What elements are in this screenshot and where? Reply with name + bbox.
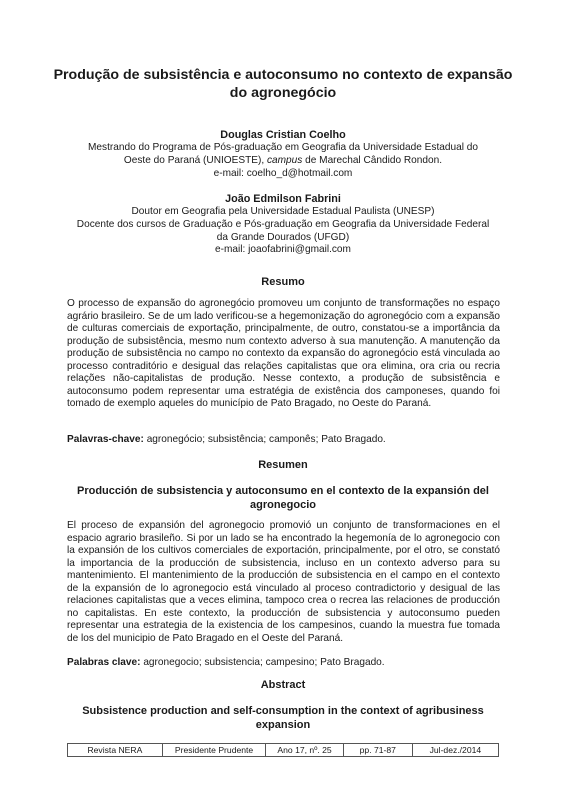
abstract-heading: Abstract bbox=[260, 679, 306, 691]
resumen-heading: Resumen bbox=[258, 459, 308, 471]
author-1-affiliation-line-1: Mestrando do Programa de Pós-graduação em Geografia da Universidade Estadual do bbox=[88, 142, 478, 153]
author-2-email: e-mail: joaofabrini@gmail.com bbox=[215, 244, 351, 256]
paper-title bbox=[40, 66, 526, 102]
resumo-keywords-label: Palavras-chave: bbox=[67, 434, 144, 445]
footer-date: Jul-dez./2014 bbox=[412, 744, 498, 757]
footer-city: Presidente Prudente bbox=[162, 744, 265, 757]
author-2-block bbox=[40, 192, 526, 257]
footer-pages: pp. 71-87 bbox=[343, 744, 412, 757]
journal-footer bbox=[67, 743, 499, 757]
author-2-affiliation-line-2: Docente dos cursos de Graduação e Pós-graduação em Geografia da Universidade Federal bbox=[76, 218, 490, 230]
author-2-affiliation-line-1: Doutor em Geografia pela Universidade Estadual Paulista (UNESP) bbox=[131, 206, 435, 217]
resumen-text: El proceso de expansión del agronegocio promovió un conjunto de transformaciones en el espacio agrario brasileño. Si por un lado se ha encontrado la hegemonía de lo agronegocio con la expansión de los cultivos comerciales de exportación, principalmente, por el otro, se constató la importancia de la producción de subsistencia, incluso en un contexto adverso para su mantenimiento. El mantenimiento de la producción de subsistencia en el campo en el contexto de la expansión de lo agronegocio está vinculado al proceso contradictorio y desigual de las relaciones capitalistas que a veces elimina, tampoco crea o recrea las relaciones de producción no capitalistas. En este contexto, la producción de subsistencia y autoconsumo pueden representar una estrategia de la existencia de los campesinos, cuando la muestra fue tomada de los del municipio de Pato Bragado en el Oeste del Paraná. bbox=[67, 520, 500, 644]
abstract-title: Subsistence production and self-consumption in the context of agribusiness expansion bbox=[82, 705, 484, 731]
resumen-keywords-text: agronegocio; subsistencia; campesino; Pato Bragado. bbox=[140, 657, 385, 668]
resumo-heading: Resumo bbox=[261, 276, 305, 288]
resumen-title: Producción de subsistencia y autoconsumo en el contexto de la expansión del agronegocio bbox=[77, 485, 489, 511]
author-2-affiliation-line-3: da Grande Dourados (UFGD) bbox=[216, 231, 350, 243]
resumo-keywords bbox=[67, 434, 500, 447]
author-1-email: e-mail: coelho_d@hotmail.com bbox=[213, 167, 353, 179]
footer-volume: Ano 17, nº. 25 bbox=[266, 744, 344, 757]
title-line-1: Produção de subsistência e autoconsumo no contexto de expansão bbox=[53, 67, 513, 83]
author-1-name: Douglas Cristian Coelho bbox=[220, 129, 346, 141]
author-1-affiliation-line-2: Oeste do Paraná (UNIOESTE), campus de Marechal Cândido Rondon. bbox=[123, 154, 443, 166]
title-line-2: do agronegócio bbox=[229, 85, 337, 101]
author-2-name: João Edmilson Fabrini bbox=[225, 193, 341, 205]
resumen-keywords-label: Palabras clave: bbox=[67, 657, 141, 668]
resumo-keywords-text: agronegócio; subsistência; camponês; Pato Bragado. bbox=[143, 434, 386, 445]
resumo-text: O processo de expansão do agronegócio promoveu um conjunto de transformações no espaço agrário brasileiro. Se de um lado verificou-se a hegemonização do agronegócio com a expansão de culturas comerciais de exportação, principalmente, de outro, constatou-se a importância da produção de subsistência, mesmo num contexto adverso à sua manutenção. A manutenção da produção de subsistência no campo no contexto da expansão do agronegócio está vinculada ao processo contraditório e desigual das relações capitalistas que ora elimina, ora cria ou recria relações não-capitalistas de produção. Nesse contexto, a produção de subsistência e autoconsumo podem representar uma estratégia de existência dos camponeses, quando foi tomado de exemplo aqueles do município de Pato Bragado, no Oeste do Paraná. bbox=[67, 298, 500, 409]
author-1-block bbox=[40, 128, 526, 180]
footer-journal: Revista NERA bbox=[68, 744, 163, 757]
resumen-keywords bbox=[67, 657, 500, 670]
campus-italic: campus bbox=[266, 154, 303, 166]
